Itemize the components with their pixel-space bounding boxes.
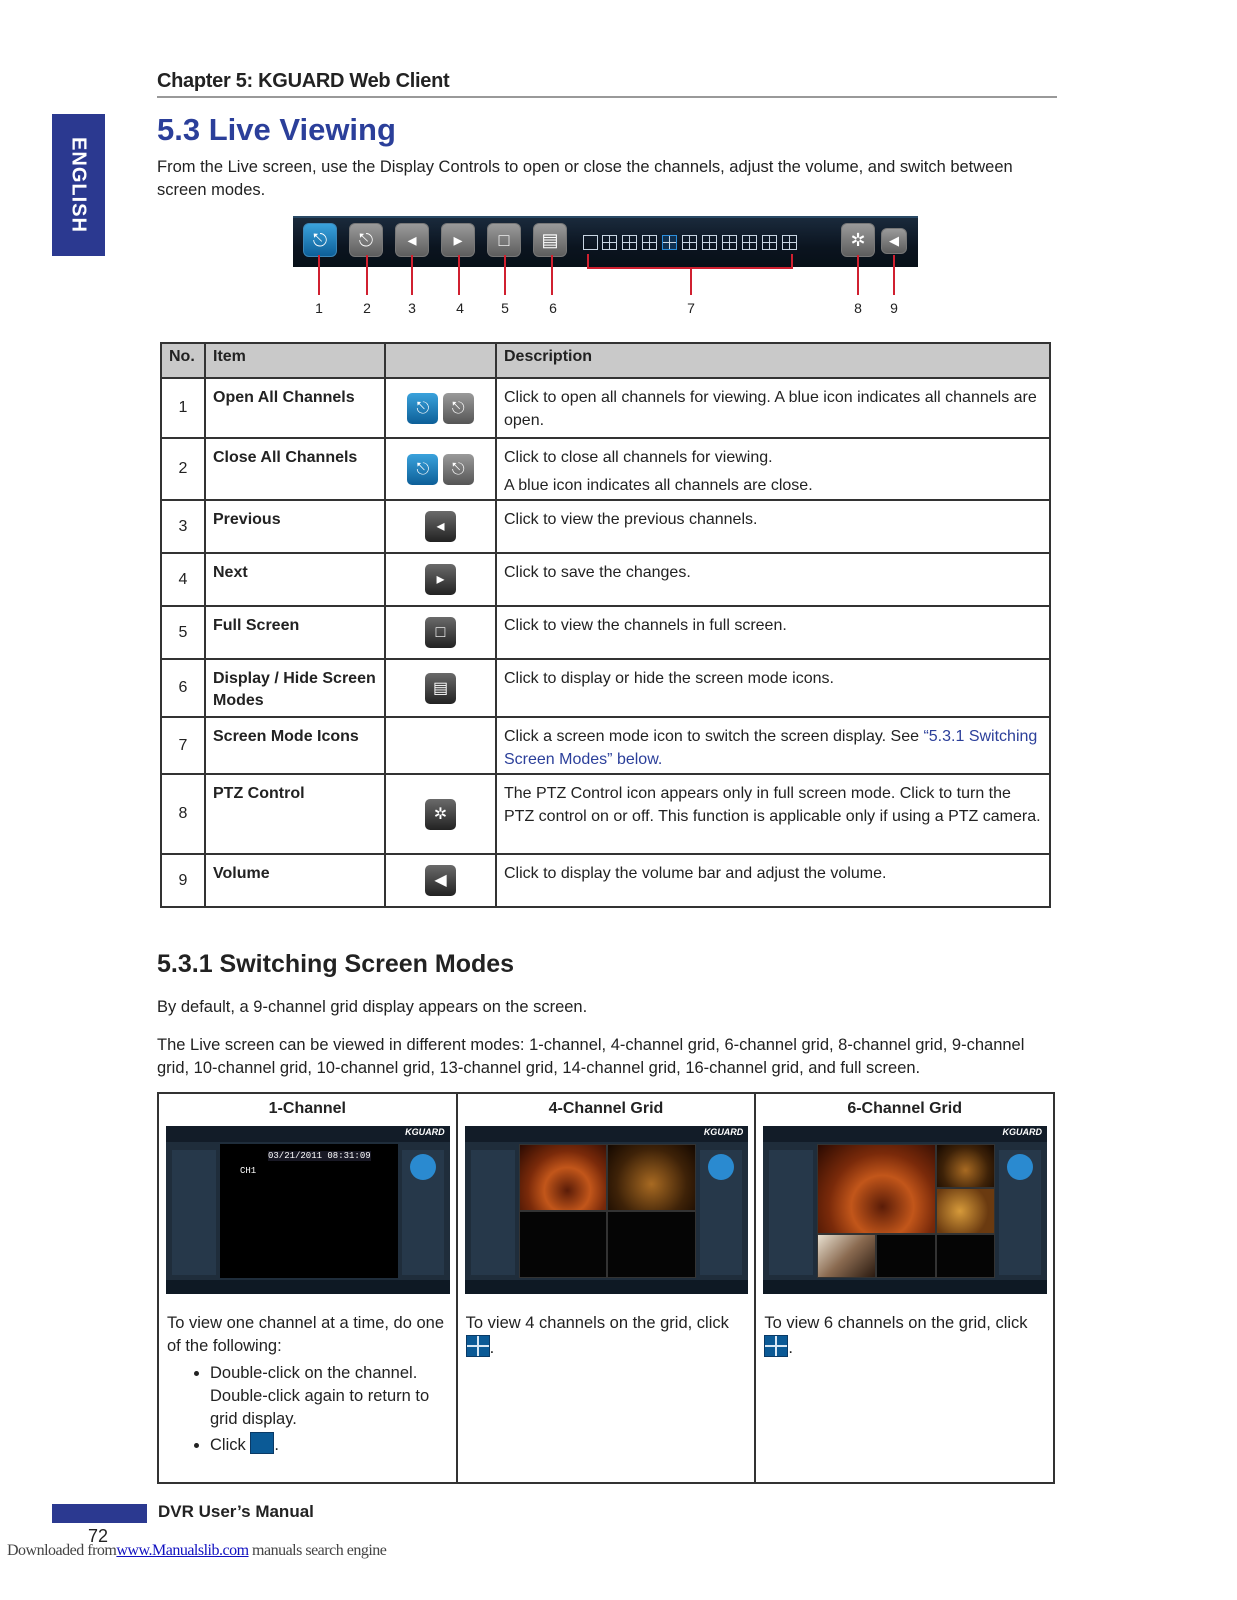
- mode-1-channel-icon: [250, 1432, 274, 1454]
- grid-cell: [607, 1144, 696, 1211]
- controls-table: [160, 342, 1051, 908]
- callout-line-7: [690, 267, 692, 295]
- screenshot-1-channel: [166, 1126, 450, 1294]
- switching-modes-link[interactable]: “5.3.1 Switching Screen Modes” below.: [504, 728, 1038, 768]
- grid-cell: [519, 1144, 608, 1211]
- row-item: Screen Mode Icons: [205, 717, 385, 774]
- mode-description: [159, 1294, 456, 1457]
- callout-line-3: [411, 255, 413, 295]
- table-row: [161, 854, 1050, 907]
- download-notice: [7, 1542, 386, 1560]
- row-item: Full Screen: [205, 606, 385, 659]
- row-item: Display / Hide Screen Modes: [205, 659, 385, 717]
- row-item: Close All Channels: [205, 438, 385, 500]
- screenshot-channel-view: [220, 1144, 398, 1278]
- previous-icon[interactable]: ◂: [395, 223, 429, 257]
- screenshot-bottombar: [166, 1280, 450, 1294]
- kguard-logo: KGUARD: [703, 1127, 744, 1137]
- table-row: [161, 438, 1050, 500]
- row-description: Click a screen mode icon to switch the screen display. See: [504, 728, 924, 745]
- page-number: 72: [88, 1526, 109, 1546]
- row-number: 4: [161, 553, 205, 606]
- callout-number: 1: [315, 300, 323, 316]
- header-description: Description: [496, 343, 1050, 378]
- open-all-channels-blue-icon: ⎋: [407, 393, 438, 424]
- table-row: [161, 659, 1050, 717]
- callout-number: 2: [363, 300, 371, 316]
- callout-number: 6: [549, 300, 557, 316]
- row-icon-cell: [385, 553, 496, 606]
- table-header-row: [161, 343, 1050, 378]
- row-description-note: A blue icon indicates all channels are close.: [504, 476, 813, 494]
- mode-9-grid-icon[interactable]: [662, 235, 677, 250]
- grid-cell: [817, 1234, 876, 1278]
- display-hide-modes-icon[interactable]: ▤: [533, 223, 567, 257]
- section-intro: From the Live screen, use the Display Controls to open or close the channels, adjust the volume, and switch between screen modes.: [157, 158, 1013, 199]
- language-tab-label: ENGLISH: [67, 137, 90, 233]
- close-all-channels-blue-icon: ⎋: [407, 454, 438, 485]
- grid-cell: [876, 1234, 936, 1278]
- mode-bullet-text: Click: [210, 1436, 246, 1454]
- mode-4-grid-icon[interactable]: [602, 235, 617, 250]
- footer-bar: [52, 1504, 147, 1523]
- table-row: [161, 717, 1050, 774]
- screenshot-topbar: [166, 1126, 450, 1142]
- section-title: 5.3 Live Viewing: [157, 112, 396, 147]
- row-item: Volume: [205, 854, 385, 907]
- mode-text: To view one channel at a time, do one of the following:: [167, 1314, 445, 1355]
- row-icon-cell: [385, 500, 496, 553]
- row-icon-cell: [385, 438, 496, 500]
- grid-cell: [607, 1211, 696, 1278]
- callout-number: 8: [854, 300, 862, 316]
- screenshot-6-channel: [763, 1126, 1047, 1294]
- row-number: 5: [161, 606, 205, 659]
- row-description: Click to save the changes.: [496, 553, 1050, 606]
- row-number: 7: [161, 717, 205, 774]
- table-row: [161, 378, 1050, 438]
- screenshot-channel-list: [471, 1150, 515, 1275]
- mode-title: 4-Channel Grid: [548, 1100, 664, 1117]
- ptz-control-icon[interactable]: ✲: [841, 223, 875, 257]
- table-row: [161, 500, 1050, 553]
- row-icon-cell: [385, 606, 496, 659]
- mode-text: To view 4 channels on the grid, click: [465, 1314, 729, 1332]
- next-icon: ▸: [425, 564, 456, 595]
- close-all-channels-icon[interactable]: ⎋: [349, 223, 383, 257]
- row-icon-cell: [385, 378, 496, 438]
- callout-number: 9: [890, 300, 898, 316]
- download-prefix: Downloaded from: [7, 1542, 117, 1559]
- row-number: 8: [161, 774, 205, 854]
- callout-line-1: [318, 255, 320, 295]
- full-screen-icon[interactable]: □: [487, 223, 521, 257]
- kguard-logo: KGUARD: [1002, 1127, 1042, 1137]
- mode-10b-grid-icon[interactable]: [702, 235, 717, 250]
- row-number: 2: [161, 438, 205, 500]
- mode-bullet: • Double-click on the channel. Double-click again to return to grid display.: [210, 1362, 449, 1431]
- grid-cell: [817, 1144, 936, 1234]
- grid-cell: [936, 1234, 995, 1278]
- footer-manual-title: DVR User’s Manual: [158, 1502, 314, 1521]
- callout-number: 4: [456, 300, 464, 316]
- row-item: Next: [205, 553, 385, 606]
- subsection-para-modes: The Live screen can be viewed in different modes: 1-channel, 4-channel grid, 6-channel grid, 8-channel grid, 9-channel grid, 10-channel grid, 10-channel grid, 13-channel grid, 14-channel grid, 16-channel grid, and full screen.: [157, 1036, 1025, 1077]
- callout-line-4: [458, 255, 460, 295]
- callout-number: 5: [501, 300, 509, 316]
- row-description-cell: [496, 717, 1050, 774]
- screenshot-channel-grid: [519, 1144, 697, 1278]
- mode-8-grid-icon[interactable]: [642, 235, 657, 250]
- full-screen-icon: □: [425, 617, 456, 648]
- table-row: [161, 774, 1050, 854]
- mode-13-grid-icon[interactable]: [722, 235, 737, 250]
- callout-line-6: [551, 255, 553, 295]
- row-icon-cell: [385, 717, 496, 774]
- mode-bullet: [210, 1432, 449, 1457]
- mode-title: 6-Channel Grid: [847, 1100, 962, 1117]
- row-description: Click to close all channels for viewing.: [504, 449, 773, 466]
- row-number: 6: [161, 659, 205, 717]
- row-description: Click to view the previous channels.: [496, 500, 1050, 553]
- row-icon-cell: [385, 659, 496, 717]
- subsection-title: 5.3.1 Switching Screen Modes: [157, 950, 515, 978]
- mode-cell-4-channel: [457, 1093, 756, 1483]
- grid-cell: [936, 1188, 995, 1234]
- row-number: 1: [161, 378, 205, 438]
- mode-text: To view 6 channels on the grid, click: [764, 1314, 1028, 1332]
- header-rule: [157, 96, 1057, 98]
- mode-16-grid-icon[interactable]: [762, 235, 777, 250]
- callout-line-8: [857, 255, 859, 295]
- row-description: The PTZ Control icon appears only in full screen mode. Click to turn the PTZ control on or off. This function is applicable only if using a PTZ camera.: [496, 774, 1050, 854]
- row-description: Click to open all channels for viewing. A blue icon indicates all channels are open.: [496, 378, 1050, 438]
- next-icon[interactable]: ▸: [441, 223, 475, 257]
- mode-title: 1-Channel: [268, 1100, 346, 1117]
- screenshot-topbar: [763, 1126, 1047, 1142]
- mode-14-grid-icon[interactable]: [742, 235, 757, 250]
- header-no: No.: [161, 343, 205, 378]
- row-number: 3: [161, 500, 205, 553]
- row-icon-cell: [385, 774, 496, 854]
- mode-6-grid-icon: [764, 1335, 788, 1357]
- row-description: Click to display or hide the screen mode icons.: [496, 659, 1050, 717]
- screenshot-4-channel: [465, 1126, 749, 1294]
- screenshot-channel-list: [769, 1150, 813, 1275]
- mode-description: [458, 1294, 755, 1360]
- close-all-channels-gray-icon: ⎋: [443, 454, 474, 485]
- callout-number: 7: [687, 300, 695, 316]
- mode-text-suffix: .: [489, 1339, 495, 1357]
- header-icon: [385, 343, 496, 378]
- screenshot-channel-grid: [817, 1144, 995, 1278]
- mode-bullets: [167, 1362, 449, 1457]
- screenshot-topbar: [465, 1126, 749, 1142]
- ptz-control-icon: ✲: [425, 799, 456, 830]
- mode-cell-1-channel: [158, 1093, 457, 1483]
- volume-icon: ◀: [425, 865, 456, 896]
- row-item: Previous: [205, 500, 385, 553]
- callout-line-5: [504, 255, 506, 295]
- ptz-dial-icon: [1007, 1154, 1033, 1180]
- open-all-channels-icon[interactable]: ⎋: [303, 223, 337, 257]
- subsection-para-default: By default, a 9-channel grid display appears on the screen.: [157, 998, 588, 1016]
- callout-line-9: [893, 255, 895, 295]
- grid-cell: [936, 1144, 995, 1188]
- mode-description: [756, 1294, 1053, 1360]
- mode-6-grid-icon[interactable]: [622, 235, 637, 250]
- mode-1-channel-icon[interactable]: [583, 235, 598, 250]
- screenshot-bottombar: [465, 1280, 749, 1294]
- screenshot-bottombar: [763, 1280, 1047, 1294]
- screenshot-timestamp: 03/21/2011 08:31:09: [268, 1151, 371, 1161]
- mode-cell-6-channel: [755, 1093, 1054, 1483]
- row-item: PTZ Control: [205, 774, 385, 854]
- mode-bullet-suffix: .: [274, 1436, 279, 1454]
- table-row: [161, 553, 1050, 606]
- volume-icon[interactable]: ◀: [881, 228, 907, 254]
- row-number: 9: [161, 854, 205, 907]
- row-description: Click to view the channels in full screen.: [496, 606, 1050, 659]
- screenshot-channel-label: CH1: [240, 1166, 257, 1176]
- previous-icon: ◂: [425, 511, 456, 542]
- display-hide-modes-icon: ▤: [425, 673, 456, 704]
- language-tab: [52, 114, 105, 256]
- table-row: [161, 606, 1050, 659]
- screenshot-channel-list: [172, 1150, 216, 1275]
- download-suffix: manuals search engine: [248, 1542, 387, 1559]
- grid-cell: [519, 1211, 608, 1278]
- mode-text-suffix: .: [788, 1339, 793, 1357]
- row-description-cell: [496, 438, 1050, 500]
- open-all-channels-gray-icon: ⎋: [443, 393, 474, 424]
- row-description: Click to display the volume bar and adjust the volume.: [496, 854, 1050, 907]
- kguard-logo: KGUARD: [405, 1127, 445, 1137]
- screen-modes-table: [157, 1092, 1055, 1484]
- manualslib-link[interactable]: www.Manualslib.com: [116, 1542, 249, 1559]
- mode-4-grid-icon: [466, 1335, 490, 1357]
- header-item: Item: [205, 343, 385, 378]
- callout-number: 3: [408, 300, 416, 316]
- mode-10-grid-icon[interactable]: [682, 235, 697, 250]
- chapter-title: Chapter 5: KGUARD Web Client: [157, 70, 450, 92]
- ptz-dial-icon: [410, 1154, 436, 1180]
- mode-16b-grid-icon[interactable]: [782, 235, 797, 250]
- row-item: Open All Channels: [205, 378, 385, 438]
- row-icon-cell: [385, 854, 496, 907]
- callout-line-2: [366, 255, 368, 295]
